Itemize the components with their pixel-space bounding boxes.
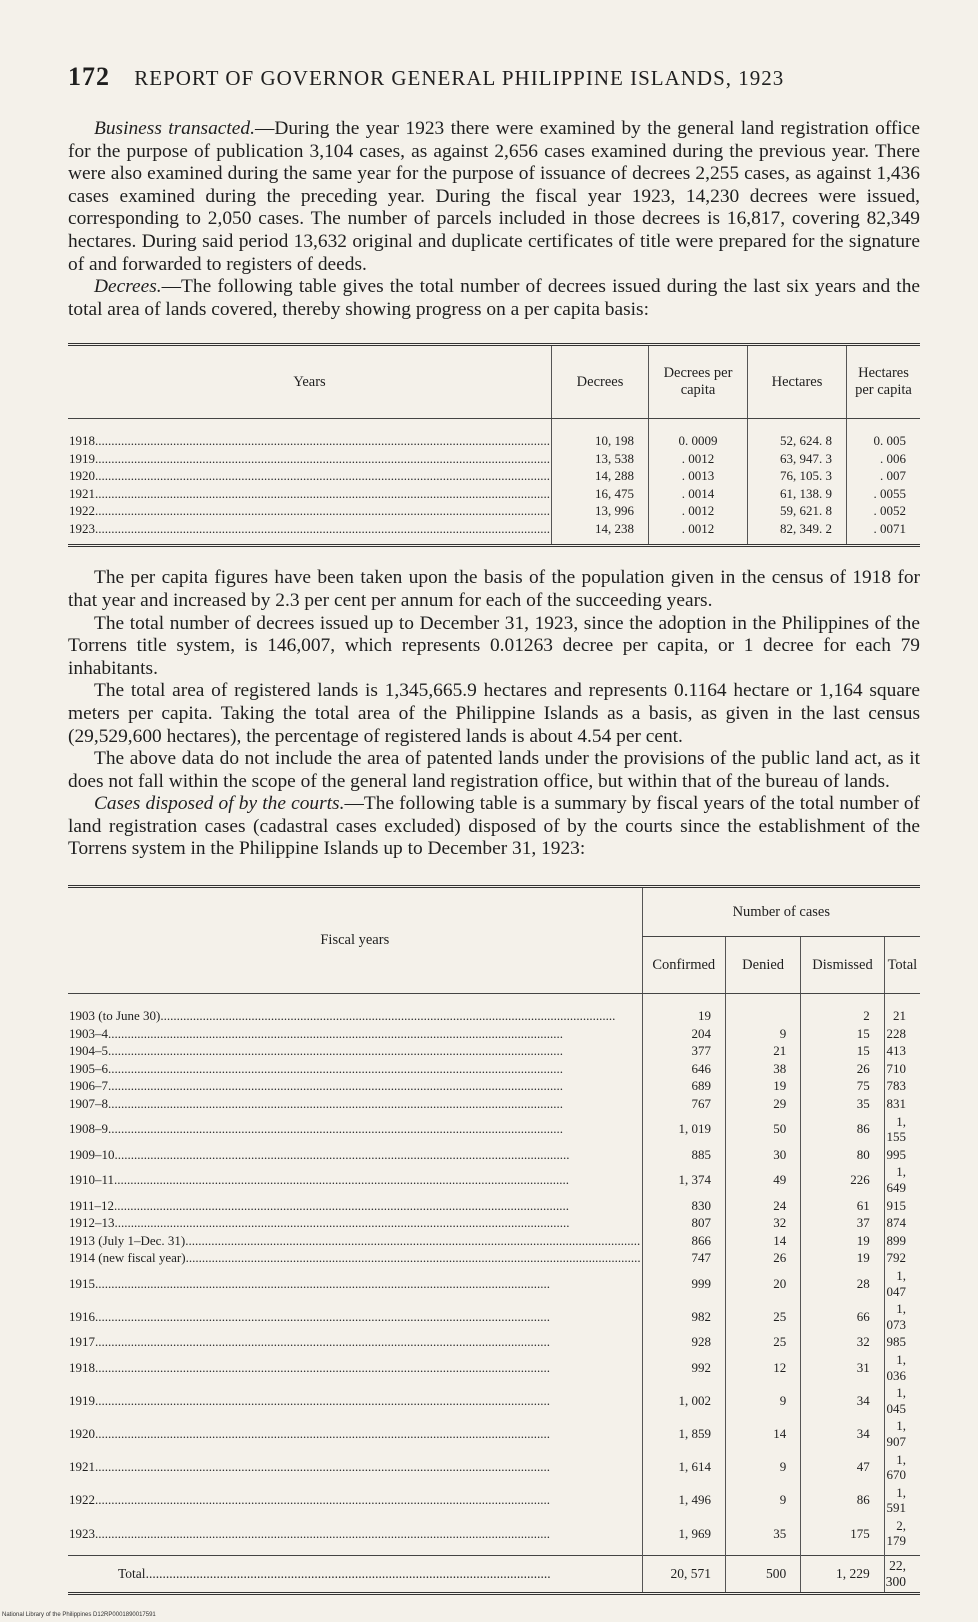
table-cell: 1, 969 — [642, 1517, 725, 1556]
paragraph-cases-disposed — [68, 793, 920, 861]
table-cell: 689 — [642, 1077, 725, 1095]
paragraph-text: —During the year 1923 there were examined by the general land registration office for the purpose of publication 3,104 cases, as against 2,656 cases examined during the previous year. There were also examined during the same year for the purpose of issuance of decrees 2,255 cases, as against 1,436 cases examined during the preceding year. During the fiscal year 1923, 14,230 decrees were issued, corresponding to 2,050 cases. The number of parcels included in those decrees is 16,817, covering 82,349 hectares. During said period 13,632 original and duplicate certificates of title were prepared for the signature of and forwarded to registers of deeds. — [68, 118, 920, 275]
table-row — [68, 1232, 920, 1250]
table-cell — [725, 994, 800, 1025]
row-label-text: 1921 — [69, 1459, 95, 1475]
row-label-text: 1920 — [69, 1426, 95, 1442]
total-cell: 20, 571 — [642, 1556, 725, 1594]
table-cell: 982 — [642, 1300, 725, 1333]
col-header: Total — [884, 937, 920, 994]
table-cell: 9 — [725, 1484, 800, 1517]
row-label — [68, 1232, 642, 1250]
row-label — [68, 467, 552, 485]
table-row — [68, 1484, 920, 1517]
table-cell: 985 — [884, 1333, 920, 1351]
leader-dots: ............................................................................................................................................ — [95, 520, 550, 536]
table-cell: 34 — [801, 1417, 884, 1450]
row-label — [68, 1163, 642, 1196]
col-header: Decrees per capita — [649, 345, 748, 419]
col-header-fiscal-years: Fiscal years — [68, 887, 642, 994]
row-label-text: 1923 — [69, 520, 95, 536]
table-cell: 30 — [725, 1146, 800, 1164]
table-cell: 1, 374 — [642, 1163, 725, 1196]
leader-dots: ............................................................................................................................................ — [114, 1215, 570, 1231]
table-cell: 9 — [725, 1384, 800, 1417]
table-cell: 52, 624. 8 — [748, 419, 847, 450]
table-cell: 35 — [725, 1517, 800, 1556]
table-row — [68, 1113, 920, 1146]
table-cell: 10, 198 — [552, 419, 649, 450]
page-header — [68, 62, 920, 92]
table-cell: 9 — [725, 1451, 800, 1484]
table-row — [68, 1351, 920, 1384]
paragraph-lead: Cases disposed of by the courts. — [94, 793, 345, 815]
table-row — [68, 1384, 920, 1417]
table-cell: 999 — [642, 1267, 725, 1300]
table-cell: 63, 947. 3 — [748, 450, 847, 468]
table-cell: . 0014 — [649, 485, 748, 503]
row-label-text: 1918 — [69, 1359, 95, 1375]
table-row — [68, 1249, 920, 1267]
table-cell: 1, 073 — [884, 1300, 920, 1333]
table-cell: 204 — [642, 1025, 725, 1043]
table-cell: 915 — [884, 1197, 920, 1215]
table-cell: 21 — [884, 994, 920, 1025]
leader-dots: ............................................................................................................................................ — [108, 1078, 563, 1094]
table-cell: . 0012 — [649, 520, 748, 546]
col-header: Confirmed — [642, 937, 725, 994]
table-cell: 767 — [642, 1095, 725, 1113]
table-cell: . 0052 — [847, 502, 921, 520]
row-label-text: 1909–10 — [69, 1146, 115, 1162]
row-label-text: 1922 — [69, 503, 95, 519]
table-row — [68, 1451, 920, 1484]
table-cell: 38 — [725, 1060, 800, 1078]
table-row — [68, 467, 920, 485]
row-label — [68, 1214, 642, 1232]
table-cell: 29 — [725, 1095, 800, 1113]
row-label-text: 1903 (to June 30) — [69, 1008, 161, 1024]
table-row — [68, 1095, 920, 1113]
row-label-text: 1906–7 — [69, 1078, 108, 1094]
table-cell: 32 — [725, 1214, 800, 1232]
row-label-text: 1918 — [69, 433, 95, 449]
row-label — [68, 1025, 642, 1043]
row-label — [68, 520, 552, 546]
table-cell: 1, 002 — [642, 1384, 725, 1417]
table-cell: 874 — [884, 1214, 920, 1232]
table-cell: 26 — [801, 1060, 884, 1078]
table-cell: 377 — [642, 1042, 725, 1060]
leader-dots: ............................................................................................................................................ — [95, 1275, 550, 1291]
leader-dots: ........................................................................................................................ — [145, 1566, 551, 1582]
table-cell: 20 — [725, 1267, 800, 1300]
cases-table — [68, 885, 920, 1595]
table-cell: 13, 996 — [552, 502, 649, 520]
row-label-text: 1917 — [69, 1334, 95, 1350]
table-row — [68, 520, 920, 546]
row-label — [68, 1060, 642, 1078]
paragraph-total-decrees: The total number of decrees issued up to December 31, 1923, since the adoption in the Philippines of the Torrens title system, is 146,007, which represents 0.01263 decree per capita, or 1 decree for each 79 inhabitants. — [68, 612, 920, 679]
table-cell: 37 — [801, 1214, 884, 1232]
table-row — [68, 450, 920, 468]
table-cell: . 0013 — [649, 467, 748, 485]
table-row — [68, 502, 920, 520]
table-cell: 19 — [801, 1232, 884, 1250]
row-label-text: 1914 (new fiscal year) — [69, 1250, 186, 1266]
table-row — [68, 1077, 920, 1095]
table-cell: 1, 155 — [884, 1113, 920, 1146]
table-row — [68, 1197, 920, 1215]
leader-dots: ............................................................................................................................................ — [95, 1308, 550, 1324]
table-row — [68, 1267, 920, 1300]
table-cell: 1, 591 — [884, 1484, 920, 1517]
table-cell: . 007 — [847, 467, 921, 485]
table-cell: 25 — [725, 1300, 800, 1333]
table-cell: 66 — [801, 1300, 884, 1333]
leader-dots: ............................................................................................................................................ — [108, 1025, 563, 1041]
row-label — [68, 1417, 642, 1450]
col-group-header: Number of cases — [642, 887, 920, 937]
table-cell: 1, 019 — [642, 1113, 725, 1146]
leader-dots: ............................................................................................................................................ — [185, 1232, 641, 1248]
col-header: Dismissed — [801, 937, 884, 994]
leader-dots: ............................................................................................................................................ — [95, 468, 550, 484]
table-cell: 59, 621. 8 — [748, 502, 847, 520]
table-cell: 13, 538 — [552, 450, 649, 468]
table-cell: 413 — [884, 1042, 920, 1060]
table-cell: 31 — [801, 1351, 884, 1384]
table-cell: 0. 005 — [847, 419, 921, 450]
table-cell: 24 — [725, 1197, 800, 1215]
table-cell: 32 — [801, 1333, 884, 1351]
leader-dots: ............................................................................................................................................ — [95, 1334, 550, 1350]
table-cell: 885 — [642, 1146, 725, 1164]
table-cell: 14, 238 — [552, 520, 649, 546]
table-cell: 1, 859 — [642, 1417, 725, 1450]
table-cell: . 0012 — [649, 450, 748, 468]
leader-dots: ............................................................................................................................................ — [95, 433, 550, 449]
table-cell: 86 — [801, 1484, 884, 1517]
paragraph-text: —The following table gives the total number of decrees issued during the last six years and the total area of lands covered, thereby showing progress on a per capita basis: — [68, 276, 920, 320]
total-cell: 500 — [725, 1556, 800, 1594]
row-label-text: 1912–13 — [69, 1215, 115, 1231]
leader-dots: ............................................................................................................................................ — [95, 1426, 550, 1442]
paragraph-lead: Business transacted. — [94, 118, 255, 139]
table-cell: 1, 907 — [884, 1417, 920, 1450]
row-label-text: 1903–4 — [69, 1025, 108, 1041]
table-cell: 747 — [642, 1249, 725, 1267]
table-cell: 25 — [725, 1333, 800, 1351]
table-cell: 995 — [884, 1146, 920, 1164]
row-label-text: 1922 — [69, 1492, 95, 1508]
table-cell: 19 — [642, 994, 725, 1025]
table-cell: 646 — [642, 1060, 725, 1078]
table-cell: 899 — [884, 1232, 920, 1250]
table-cell: 14 — [725, 1232, 800, 1250]
total-label — [68, 1556, 642, 1594]
leader-dots: ............................................................................................................................................ — [95, 503, 550, 519]
leader-dots: ............................................................................................................................................ — [95, 1459, 550, 1475]
row-label — [68, 1146, 642, 1164]
leader-dots: ............................................................................................................................................ — [95, 1359, 550, 1375]
table-cell: 15 — [801, 1025, 884, 1043]
page-number: 172 — [68, 62, 110, 91]
table-cell: 1, 614 — [642, 1451, 725, 1484]
table-cell: 19 — [801, 1249, 884, 1267]
paragraph-per-capita: The per capita figures have been taken upon the basis of the population given in the census of 1918 for that year and increased by 2.3 per cent per annum for each of the succeeding years. — [68, 567, 920, 611]
table-cell: 19 — [725, 1077, 800, 1095]
paragraph-text: —The following table is a summary by fiscal years of the total number of land registration cases (cadastral cases excluded) disposed of by the courts since the establishment of the Torrens system in the Philippine Islands up to December 31, 1923: — [68, 793, 920, 860]
table-row — [68, 485, 920, 503]
table-cell: 35 — [801, 1095, 884, 1113]
row-label — [68, 1095, 642, 1113]
table-cell: 228 — [884, 1025, 920, 1043]
table-cell: 1, 047 — [884, 1267, 920, 1300]
leader-dots: ............................................................................................................................................ — [95, 1525, 550, 1541]
table-row — [68, 1517, 920, 1556]
leader-dots: ............................................................................................................................................ — [185, 1250, 641, 1266]
leader-dots: ............................................................................................................................................ — [95, 450, 550, 466]
col-header: Hectares — [748, 345, 847, 419]
row-label-text: 1904–5 — [69, 1043, 108, 1059]
table-cell: 21 — [725, 1042, 800, 1060]
leader-dots: ............................................................................................................................................ — [108, 1060, 563, 1076]
table-cell: 28 — [801, 1267, 884, 1300]
table-cell: 15 — [801, 1042, 884, 1060]
table-cell: 1, 496 — [642, 1484, 725, 1517]
row-label — [68, 1300, 642, 1333]
table-cell: 86 — [801, 1113, 884, 1146]
row-label-text: 1919 — [69, 1392, 95, 1408]
table-row — [68, 1417, 920, 1450]
leader-dots: ............................................................................................................................................ — [95, 1492, 550, 1508]
table-row — [68, 1060, 920, 1078]
table-row — [68, 1146, 920, 1164]
row-label — [68, 1484, 642, 1517]
table-cell: 26 — [725, 1249, 800, 1267]
running-title: REPORT OF GOVERNOR GENERAL PHILIPPINE ISLANDS, 1923 — [134, 66, 785, 90]
table-row — [68, 1300, 920, 1333]
total-row — [68, 1556, 920, 1594]
paragraph-business-transacted — [68, 118, 920, 276]
row-label — [68, 1517, 642, 1556]
total-cell: 22, 300 — [884, 1556, 920, 1594]
table-cell: 2 — [801, 994, 884, 1025]
table-cell: 830 — [642, 1197, 725, 1215]
row-label — [68, 1384, 642, 1417]
table-cell: 783 — [884, 1077, 920, 1095]
col-header: Decrees — [552, 345, 649, 419]
col-header: Denied — [725, 937, 800, 994]
row-label — [68, 1197, 642, 1215]
table-cell: 831 — [884, 1095, 920, 1113]
col-header: Years — [68, 345, 552, 419]
paragraph-total-area: The total area of registered lands is 1,345,665.9 hectares and represents 0.1164 hectare or 1,164 square meters per capita. Taking the total area of the Philippine Islands as a basis, as given in the last census (29,529,600 hectares), the percentage of registered lands is about 4.54 per cent. — [68, 680, 920, 747]
table-cell: 75 — [801, 1077, 884, 1095]
table-cell: 992 — [642, 1351, 725, 1384]
table-row — [68, 994, 920, 1025]
paragraph-lead: Decrees. — [94, 276, 162, 298]
row-label-text: 1910–11 — [69, 1172, 115, 1188]
row-label-text: 1913 (July 1–Dec. 31) — [69, 1232, 186, 1248]
row-label-text: 1923 — [69, 1525, 95, 1541]
table-row — [68, 1163, 920, 1196]
table-cell: 14, 288 — [552, 467, 649, 485]
row-label — [68, 419, 552, 450]
table-cell: 2, 179 — [884, 1517, 920, 1556]
table-cell: 807 — [642, 1214, 725, 1232]
table-cell: 928 — [642, 1333, 725, 1351]
leader-dots: ............................................................................................................................................ — [95, 485, 550, 501]
table-cell: 0. 0009 — [649, 419, 748, 450]
row-label — [68, 1451, 642, 1484]
table-cell: 1, 036 — [884, 1351, 920, 1384]
leader-dots: ............................................................................................................................................ — [108, 1121, 563, 1137]
table-cell: 792 — [884, 1249, 920, 1267]
table-cell: 226 — [801, 1163, 884, 1196]
table-cell: 50 — [725, 1113, 800, 1146]
total-cell: 1, 229 — [801, 1556, 884, 1594]
row-label — [68, 1042, 642, 1060]
total-label-text: Total — [118, 1566, 146, 1582]
table-cell: 34 — [801, 1384, 884, 1417]
paragraph-patented-lands: The above data do not include the area of patented lands under the provisions of the public land act, as it does not fall within the scope of the general land registration office, but within that of the bureau of lands. — [68, 748, 920, 792]
leader-dots: ............................................................................................................................................ — [114, 1172, 570, 1188]
table-cell: 61, 138. 9 — [748, 485, 847, 503]
row-label — [68, 1249, 642, 1267]
table-cell: 12 — [725, 1351, 800, 1384]
row-label — [68, 502, 552, 520]
row-label — [68, 1351, 642, 1384]
table-cell: 49 — [725, 1163, 800, 1196]
table-row — [68, 1333, 920, 1351]
table-cell: . 006 — [847, 450, 921, 468]
decrees-table — [68, 343, 920, 547]
table-cell: 1, 649 — [884, 1163, 920, 1196]
row-label-text: 1907–8 — [69, 1096, 108, 1112]
row-label — [68, 1077, 642, 1095]
table-cell: 16, 475 — [552, 485, 649, 503]
row-label-text: 1911–12 — [69, 1197, 115, 1213]
row-label — [68, 994, 642, 1025]
row-label-text: 1920 — [69, 468, 95, 484]
leader-dots: ............................................................................................................................................ — [160, 1008, 616, 1024]
table-cell: 82, 349. 2 — [748, 520, 847, 546]
table-cell: 76, 105. 3 — [748, 467, 847, 485]
table-cell: 14 — [725, 1417, 800, 1450]
row-label — [68, 450, 552, 468]
table-cell: 710 — [884, 1060, 920, 1078]
row-label-text: 1905–6 — [69, 1060, 108, 1076]
row-label — [68, 1113, 642, 1146]
leader-dots: ............................................................................................................................................ — [108, 1043, 563, 1059]
table-row — [68, 419, 920, 450]
row-label-text: 1916 — [69, 1308, 95, 1324]
table-cell: . 0055 — [847, 485, 921, 503]
row-label — [68, 485, 552, 503]
table-cell: . 0071 — [847, 520, 921, 546]
table-cell: 1, 670 — [884, 1451, 920, 1484]
table-cell: 175 — [801, 1517, 884, 1556]
table-row — [68, 1042, 920, 1060]
row-label-text: 1915 — [69, 1275, 95, 1291]
table-cell: . 0012 — [649, 502, 748, 520]
row-label-text: 1908–9 — [69, 1121, 108, 1137]
leader-dots: ............................................................................................................................................ — [95, 1392, 550, 1408]
table-cell: 9 — [725, 1025, 800, 1043]
document-page — [68, 62, 920, 1595]
table-cell: 61 — [801, 1197, 884, 1215]
paragraph-decrees — [68, 276, 920, 321]
table-cell: 80 — [801, 1146, 884, 1164]
leader-dots: ............................................................................................................................................ — [114, 1146, 570, 1162]
col-header: Hectares per capita — [847, 345, 921, 419]
row-label-text: 1919 — [69, 450, 95, 466]
row-label — [68, 1267, 642, 1300]
page-footer: National Library of the Philippines D12RP0001890017591 — [2, 1612, 156, 1618]
table-row — [68, 1025, 920, 1043]
leader-dots: ............................................................................................................................................ — [108, 1096, 563, 1112]
row-label — [68, 1333, 642, 1351]
table-cell: 1, 045 — [884, 1384, 920, 1417]
table-row — [68, 1214, 920, 1232]
table-cell: 866 — [642, 1232, 725, 1250]
row-label-text: 1921 — [69, 485, 95, 501]
leader-dots: ............................................................................................................................................ — [114, 1197, 570, 1213]
table-cell: 47 — [801, 1451, 884, 1484]
